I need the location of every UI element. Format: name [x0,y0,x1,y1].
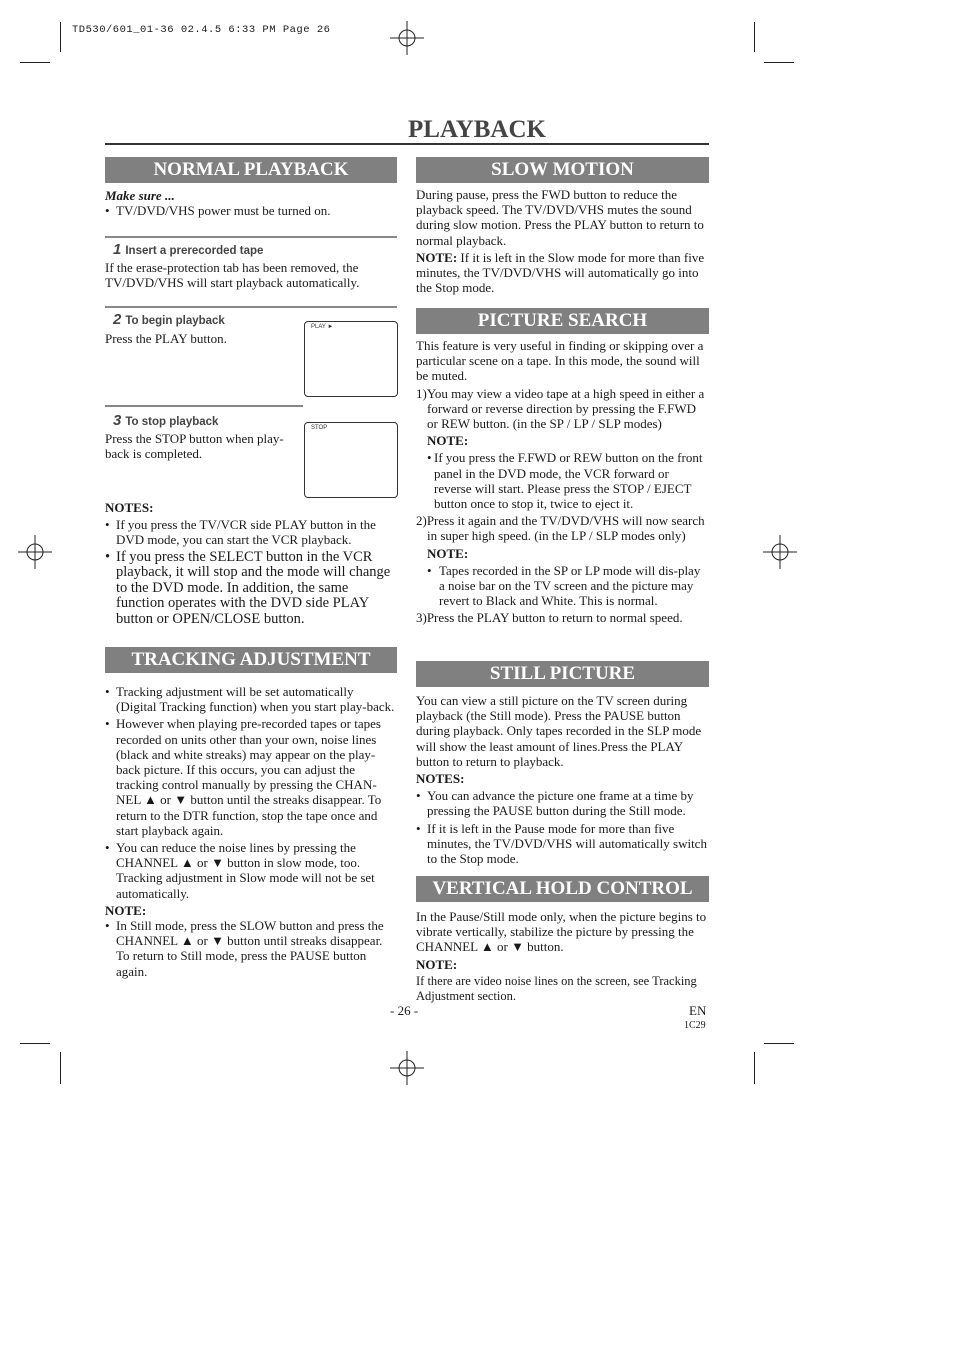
crop-mark [20,62,50,63]
crop-mark [764,1043,794,1044]
registration-mark-icon [18,535,52,569]
still-picture-note: • If it is left in the Pause mode for more than five minutes, the TV/DVD/VHS will automatically switch to the Stop mode. [416,821,709,867]
still-picture-body [416,693,709,866]
picture-search-item: 3)Press the PLAY button to return to normal speed. [416,610,683,626]
step-divider [105,236,397,238]
make-sure-block [105,188,397,218]
registration-mark-icon [763,535,797,569]
print-header: TD530/601_01-36 02.4.5 6:33 PM Page 26 [72,24,331,36]
step-1-title: 1 Insert a prerecorded tape [113,241,264,258]
picture-search-note-heading: NOTE: [427,545,469,561]
still-picture-notes-heading: NOTES: [416,771,465,787]
document-code: 1C29 [684,1020,706,1031]
picture-search-body [416,338,709,626]
make-sure-label: Make sure ... [105,188,175,203]
vertical-hold-text: In the Pause/Still mode only, when the picture begins to vibrate vertically, stabilize the picture by pressing the CHANNEL ▲ or ▼ button. [416,909,707,955]
slow-motion-heading: SLOW MOTION [416,157,709,183]
crop-mark [754,1052,755,1084]
vertical-hold-body [416,909,709,1004]
normal-playback-heading: NORMAL PLAYBACK [105,157,397,183]
step-2-text: Press the PLAY button. [105,331,227,346]
vertical-hold-heading: VERTICAL HOLD CONTROL [416,876,709,902]
step-3-text: Press the STOP button when play-back is completed. [105,431,284,462]
picture-search-item: 2)Press it again and the TV/DVD/VHS will now search in super high speed. (in the LP / SLP modes only) [416,513,705,544]
crop-mark [754,22,755,52]
crop-mark [20,1043,50,1044]
crop-mark [764,62,794,63]
normal-playback-notes [105,500,397,627]
registration-mark-icon [390,1051,424,1085]
picture-search-item: 1)You may view a video tape at a high speed in either a forward or reverse direction by pressing the F.FWD or REW button. (in the SP / LP / SLP modes) [416,385,705,432]
tracking-note: • In Still mode, press the SLOW button and press the CHANNEL ▲ or ▼ button until streaks disappear. To return to Still mode, press the PAUSE button again. [105,918,397,979]
step-divider [105,405,303,407]
tracking-adjustment-heading: TRACKING ADJUSTMENT [105,647,397,673]
still-picture-heading: STILL PICTURE [416,661,709,687]
crop-mark [60,22,61,52]
tracking-body [105,684,397,979]
still-picture-note: • You can advance the picture one frame at a time by pressing the PAUSE button during the Still mode. [416,788,709,818]
picture-search-intro: This feature is very useful in finding or skipping over a particular scene on a tape. In this mode, the sound will be muted. [416,338,704,384]
language-code: EN [689,1003,707,1018]
make-sure-item: • TV/DVD/VHS power must be turned on. [105,203,397,218]
picture-search-note: • Tapes recorded in the SP or LP mode will dis-play a noise bar on the TV screen and the picture may revert to Black and White. This is normal. [427,563,709,609]
slow-motion-text: During pause, press the FWD button to reduce the playback speed. The TV/DVD/VHS mutes the sound during slow motion. Press the PLAY button to return to normal playback. [416,187,704,248]
still-picture-text: You can view a still picture on the TV screen during playback (the Still mode). Press the PAUSE button during playback. Only tapes recorded in the SLP mode will show the least amount of lines.Press the PLAY button to return to playback. [416,693,702,769]
picture-search-note-heading: NOTE: [427,433,469,449]
tv-screen-play [304,321,398,397]
step-2-title: 2 To begin playback [113,311,225,328]
title-rule [105,143,709,145]
step-1-text: If the erase-protection tab has been removed, the TV/DVD/VHS will start playback automatically. [105,260,360,291]
screen-stop-label: STOP [311,425,328,431]
vertical-hold-note: If there are video noise lines on the screen, see Tracking Adjustment section. [416,973,697,1003]
registration-mark-icon [390,21,424,55]
note-item: • If you press the SELECT button in the VCR playback, it will stop and the mode will change to the DVD mode. In addition, the same function operates with the DVD side PLAY button or OPEN/CLOSE button. [105,550,397,628]
step-3-title: 3 To stop playback [113,412,219,429]
screen-play-label: PLAY ► [311,324,334,330]
tv-screen-stop [304,422,398,498]
tracking-item: • However when playing pre-recorded tapes or tapes recorded on units other than your own, noise lines (black and white streaks) may appear on the play-back picture. If this occurs, you can adjust the tracking control manually by pressing the CHAN-NEL ▲ or ▼ button until the streaks disappear. To return to the DTR function, stop the tape once and start playback again. [105,716,397,838]
tracking-item: • You can reduce the noise lines by pressing the CHANNEL ▲ or ▼ button in slow mode, too. Tracking adjustment in Slow mode will not be set automatically. [105,840,397,901]
tracking-item: • Tracking adjustment will be set automatically (Digital Tracking function) when you start play-back. [105,684,397,714]
page-number: - 26 - [390,1003,419,1018]
notes-heading: NOTES: [105,500,154,515]
picture-search-heading: PICTURE SEARCH [416,308,709,334]
page-title: PLAYBACK [408,116,546,143]
tracking-note-heading: NOTE: [105,902,147,918]
slow-motion-note: NOTE: If it is left in the Slow mode for more than five minutes, the TV/DVD/VHS will automatically go into the Stop mode. [416,249,705,296]
note-item: • If you press the TV/VCR side PLAY button in the DVD mode, you can start the VCR playback. [105,517,397,547]
slow-motion-body [416,187,709,295]
crop-mark [60,1052,61,1084]
step-divider [105,306,397,308]
picture-search-note: • If you press the F.FWD or REW button on the front panel in the DVD mode, the VCR forward or reverse will start. Please press the STOP / EJECT button once to stop it, twice to eject it. [427,450,709,511]
vertical-hold-note-heading: NOTE: [416,956,458,972]
